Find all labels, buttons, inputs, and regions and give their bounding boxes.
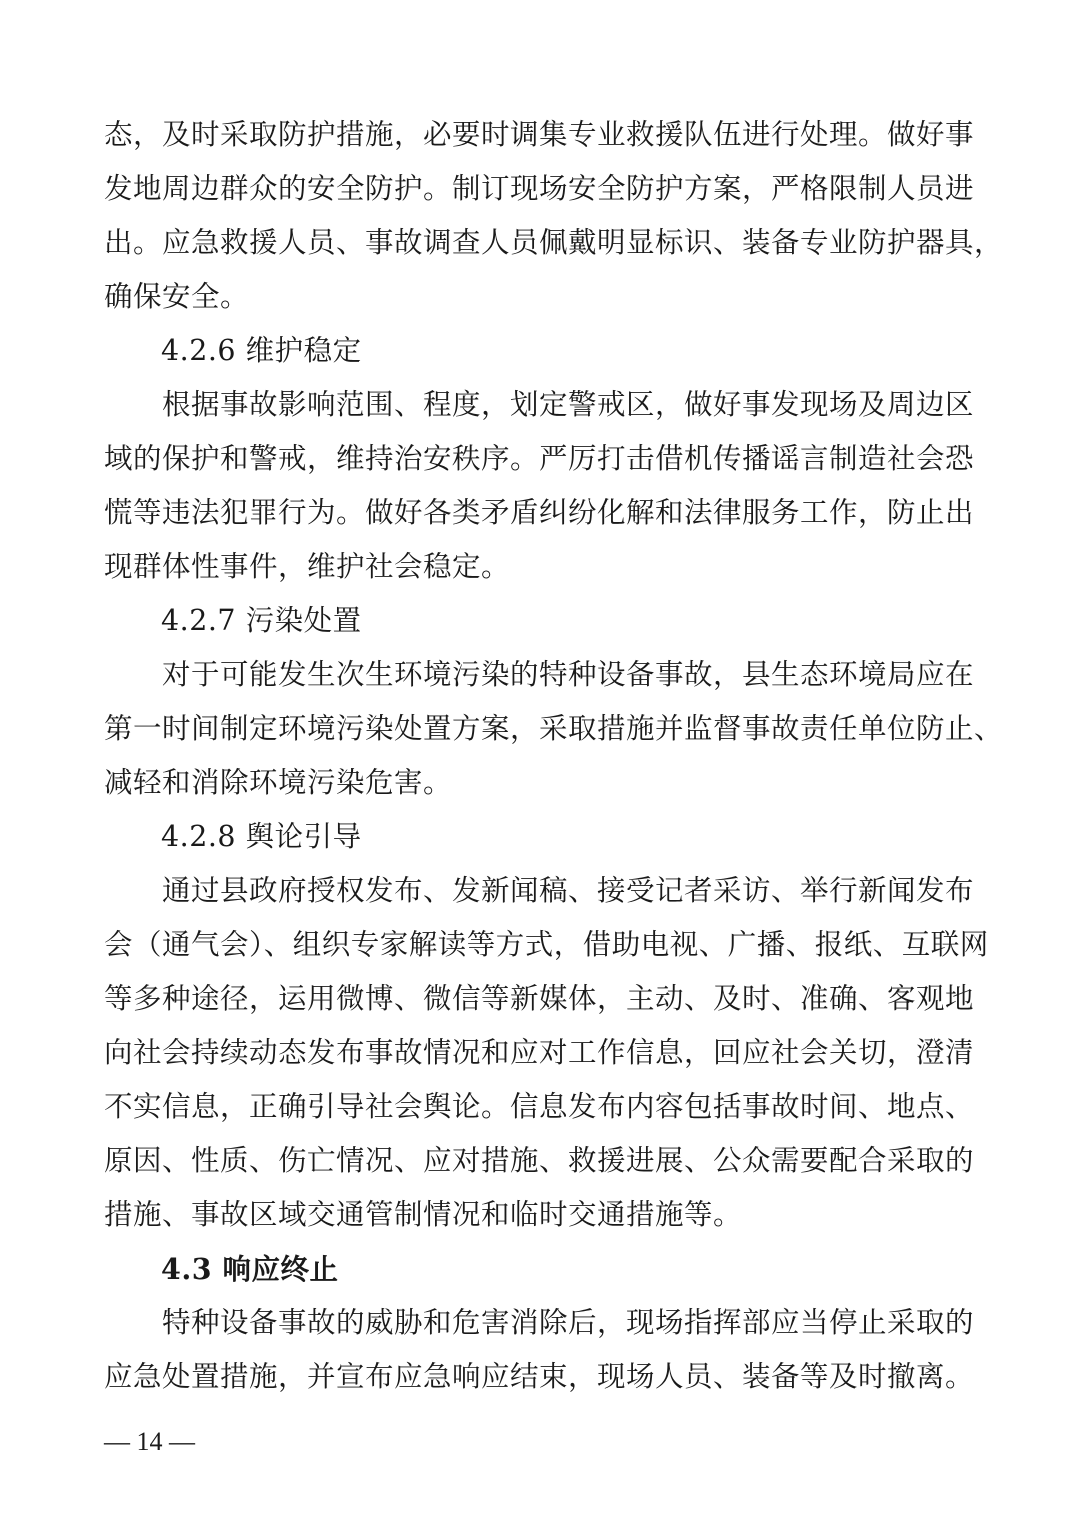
text-line: 慌等违法犯罪行为。做好各类矛盾纠纷化解和法律服务工作，防止出 [104, 496, 975, 529]
text-line: 原因、性质、伤亡情况、应对措施、救援进展、公众需要配合采取的 [104, 1144, 975, 1177]
text-line: 应急处置措施，并宣布应急响应结束，现场人员、装备等及时撤离。 [104, 1360, 975, 1393]
text-line: 减轻和消除环境污染危害。 [104, 766, 453, 799]
text-line: 会（通气会）、组织专家解读等方式，借助电视、广播、报纸、互联网 [104, 928, 989, 961]
text-line: 出。应急救援人员、事故调查人员佩戴明显标识、装备专业防护器具， [104, 226, 1004, 259]
text-line: 不实信息，正确引导社会舆论。信息发布内容包括事故时间、地点、 [104, 1090, 975, 1123]
paragraph-public-opinion [104, 864, 989, 1242]
text-line: 现群体性事件，维护社会稳定。 [104, 550, 511, 583]
document-body [104, 108, 1004, 1404]
text-line: 措施、事故区域交通管制情况和临时交通措施等。 [104, 1198, 743, 1231]
text-line: 发地周边群众的安全防护。制订现场安全防护方案，严格限制人员进 [104, 172, 975, 205]
text-line: 等多种途径，运用微博、微信等新媒体，主动、及时、准确、客观地 [104, 982, 975, 1015]
section-heading-4-3: 4.3 响应终止 [161, 1252, 339, 1286]
text-line: 域的保护和警戒，维持治安秩序。严厉打击借机传播谣言制造社会恐 [104, 442, 975, 475]
section-heading-4-2-7: 4.2.7 污染处置 [161, 604, 362, 637]
text-line: 确保安全。 [104, 280, 250, 313]
page-number: — 14 — [104, 1427, 195, 1456]
text-line: 根据事故影响范围、程度，划定警戒区，做好事发现场及周边区 [104, 388, 975, 421]
paragraph-safety-continuation [104, 108, 1004, 324]
text-line: 特种设备事故的威胁和危害消除后，现场指挥部应当停止采取的 [104, 1306, 975, 1339]
paragraph-stability [104, 378, 975, 594]
section-heading-4-2-8: 4.2.8 舆论引导 [161, 820, 362, 853]
text-line: 对于可能发生次生环境污染的特种设备事故，县生态环境局应在 [104, 658, 975, 691]
text-line: 态，及时采取防护措施，必要时调集专业救援队伍进行处理。做好事 [104, 118, 975, 151]
text-line: 通过县政府授权发布、发新闻稿、接受记者采访、举行新闻发布 [104, 874, 975, 907]
section-heading-4-2-6: 4.2.6 维护稳定 [161, 334, 362, 367]
text-line: 向社会持续动态发布事故情况和应对工作信息，回应社会关切，澄清 [104, 1036, 975, 1069]
paragraph-response-termination [104, 1296, 975, 1404]
text-line: 第一时间制定环境污染处置方案，采取措施并监督事故责任单位防止、 [104, 712, 1004, 745]
paragraph-pollution [104, 648, 1004, 810]
